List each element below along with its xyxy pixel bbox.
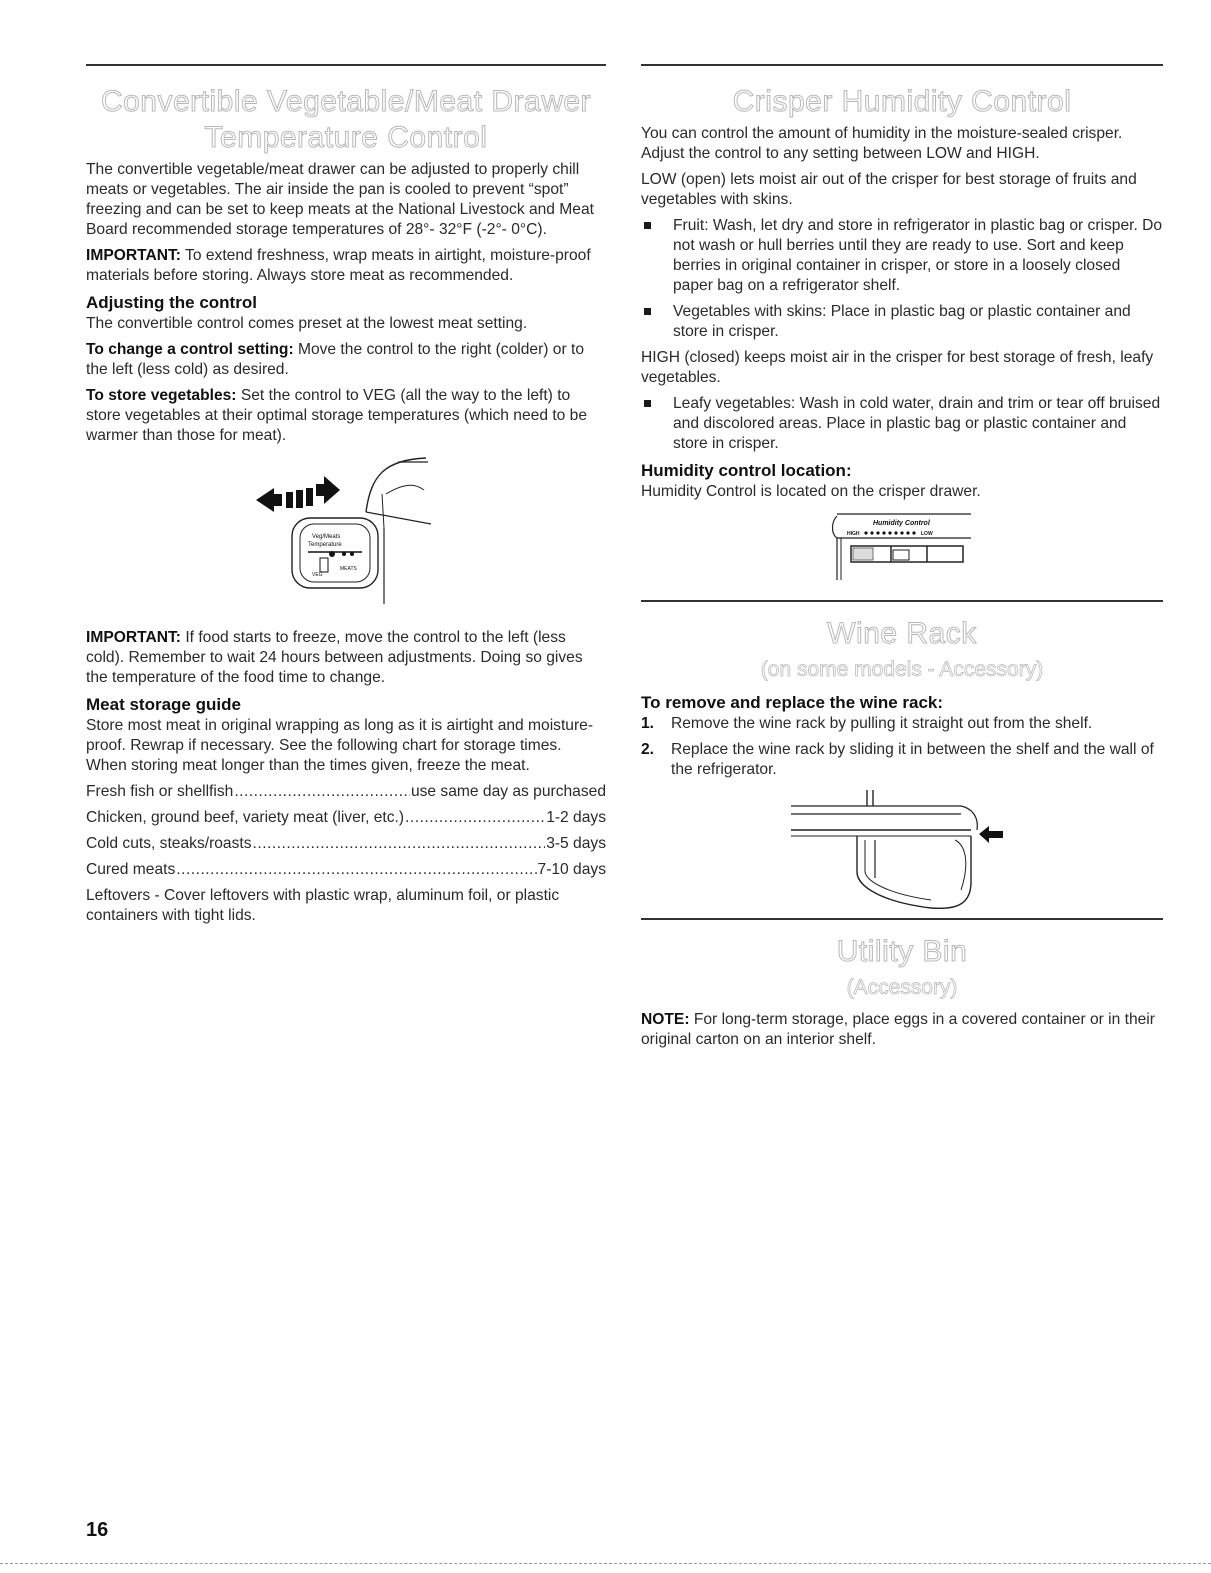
humidity-control-illustration <box>641 508 1163 596</box>
step-text: Remove the wine rack by pulling it straight out from the shelf. <box>671 715 1093 732</box>
figure-label-temperature: Temperature <box>308 542 342 548</box>
important-label: IMPORTANT: <box>86 247 181 264</box>
humidity-control-figure <box>641 508 1163 596</box>
temperature-control-figure <box>86 454 606 614</box>
wine-rack-steps <box>641 714 1163 780</box>
high-bullets <box>641 394 1163 454</box>
important2-text: If food starts to freeze, move the control to the left (less cold). Remember to wait 24 hours between adjustments. Doing so gives the temperature of the food time to change. <box>86 629 583 686</box>
wine-rack-heading: To remove and replace the wine rack: <box>641 693 944 712</box>
right-column <box>641 64 1163 1056</box>
convertible-intro: The convertible vegetable/meat drawer can be adjusted to properly chill meats or vegetables. The air inside the pan is cooled to prevent “spot” freezing and can be set to keep meats at the National Livestock and Meat Board recommended storage temperatures of 28°- 32°F (-2°- 0°C). <box>86 161 594 238</box>
note-text: For long-term storage, place eggs in a covered container or in their original carton on an interior shelf. <box>641 1011 1155 1048</box>
utility-bin-subtitle: (Accessory) <box>846 976 958 999</box>
meat-guide-heading: Meat storage guide <box>86 695 241 714</box>
right-arrow-icon <box>316 476 340 504</box>
wine-rack-figure <box>641 786 1163 914</box>
scan-edge-line <box>0 1563 1211 1564</box>
store-vegetables-label: To store vegetables: <box>86 387 237 404</box>
change-setting-label: To change a control setting: <box>86 341 294 358</box>
utility-bin-note <box>641 1010 1163 1050</box>
step-text: Replace the wine rack by sliding it in between the shelf and the wall of the refrigerator. <box>671 741 1154 778</box>
page-number: 16 <box>86 1519 109 1541</box>
important-note <box>86 246 606 286</box>
important-text: To extend freshness, wrap meats in airtight, moisture-proof materials before storing. Always store meat as recommended. <box>86 247 591 284</box>
left-arrow-icon <box>256 488 282 512</box>
meat-item: Cured meats <box>86 861 176 878</box>
meat-item: Cold cuts, steaks/roasts <box>86 835 252 852</box>
meat-time: 1-2 days <box>546 809 606 826</box>
wine-rack-illustration <box>641 786 1163 914</box>
left-column <box>86 64 606 932</box>
wine-rack-title: Wine Rack <box>827 617 977 650</box>
step-number: 2. <box>641 741 655 758</box>
crisper-low-text: LOW (open) lets moist air out of the crisper for best storage of fruits and vegetables with skins. <box>641 171 1137 208</box>
list-item <box>641 740 1163 780</box>
adjusting-text: The convertible control comes preset at the lowest meat setting. <box>86 315 528 332</box>
meat-guide-intro: Store most meat in original wrapping as long as it is airtight and moisture-proof. Rewrap if necessary. See the following chart for storage times. When storing meat longer than the times given, freeze the meat. <box>86 717 594 774</box>
wine-rack-subtitle: (on some models - Accessory) <box>760 658 1044 681</box>
adjusting-heading: Adjusting the control <box>86 293 257 312</box>
crisper-intro: You can control the amount of humidity in the moisture-sealed crisper. Adjust the control to any setting between LOW and HIGH. <box>641 125 1123 162</box>
change-setting-text: Move the control to the right (colder) or to the left (less cold) as desired. <box>86 341 584 378</box>
meat-item: Fresh fish or shellfish <box>86 783 234 800</box>
list-item: Leafy vegetables: Wash in cold water, drain and trim or tear off bruised and discolored areas. Place in plastic bag or plastic container and store in crisper. <box>641 394 1163 454</box>
figure-label-veg-meats: Veg/Meats <box>312 534 341 540</box>
location-heading: Humidity control location: <box>641 461 852 480</box>
note-label: NOTE: <box>641 1011 690 1028</box>
important-freeze-note <box>86 628 606 688</box>
humidity-figure-high: HIGH <box>847 531 860 537</box>
store-vegetables-text: Set the control to VEG (all the way to the left) to store vegetables at their optimal storage temperatures (which need to be warmer than those for meat). <box>86 387 588 444</box>
table-row <box>86 860 606 880</box>
meat-item: Chicken, ground beef, variety meat (liver, etc.) <box>86 809 405 826</box>
list-item <box>641 714 1163 734</box>
step-number: 1. <box>641 715 655 732</box>
convertible-drawer-title-line2: Temperature Control <box>204 121 488 154</box>
table-row <box>86 808 606 828</box>
change-setting-note <box>86 340 606 380</box>
figure-label-meats: MEATS <box>340 566 357 572</box>
meat-storage-table <box>86 782 606 880</box>
meat-time: use same day as purchased <box>410 783 606 800</box>
important2-label: IMPORTANT: <box>86 629 181 646</box>
utility-bin-title: Utility Bin <box>836 935 968 968</box>
crisper-title: Crisper Humidity Control <box>732 85 1072 118</box>
store-vegetables-note <box>86 386 606 446</box>
leftovers-note: Leftovers - Cover leftovers with plastic wrap, aluminum foil, or plastic containers with tight lids. <box>86 887 560 924</box>
humidity-figure-label: Humidity Control <box>873 520 930 527</box>
list-item: Fruit: Wash, let dry and store in refrigerator in plastic bag or crisper. Do not wash or hull berries until they are ready to use. Sort and keep berries in original container in crisper, or store in a loosely closed paper bag on a refrigerator shelf. <box>641 216 1163 296</box>
table-row <box>86 834 606 854</box>
table-row <box>86 782 606 802</box>
figure-label-veg: VEG <box>312 572 323 578</box>
convertible-drawer-title-line1: Convertible Vegetable/Meat Drawer <box>100 85 592 118</box>
meat-time: 3-5 days <box>546 835 606 852</box>
low-bullets <box>641 216 1163 342</box>
crisper-high-text: HIGH (closed) keeps moist air in the crisper for best storage of fresh, leafy vegetables. <box>641 349 1154 386</box>
insert-arrow-icon <box>979 826 1003 843</box>
meat-time: 7-10 days <box>537 861 606 878</box>
humidity-figure-low: LOW <box>921 531 933 537</box>
location-text: Humidity Control is located on the crisper drawer. <box>641 483 981 500</box>
list-item: Vegetables with skins: Place in plastic bag or plastic container and store in crisper. <box>641 302 1163 342</box>
temperature-control-illustration <box>86 454 606 614</box>
